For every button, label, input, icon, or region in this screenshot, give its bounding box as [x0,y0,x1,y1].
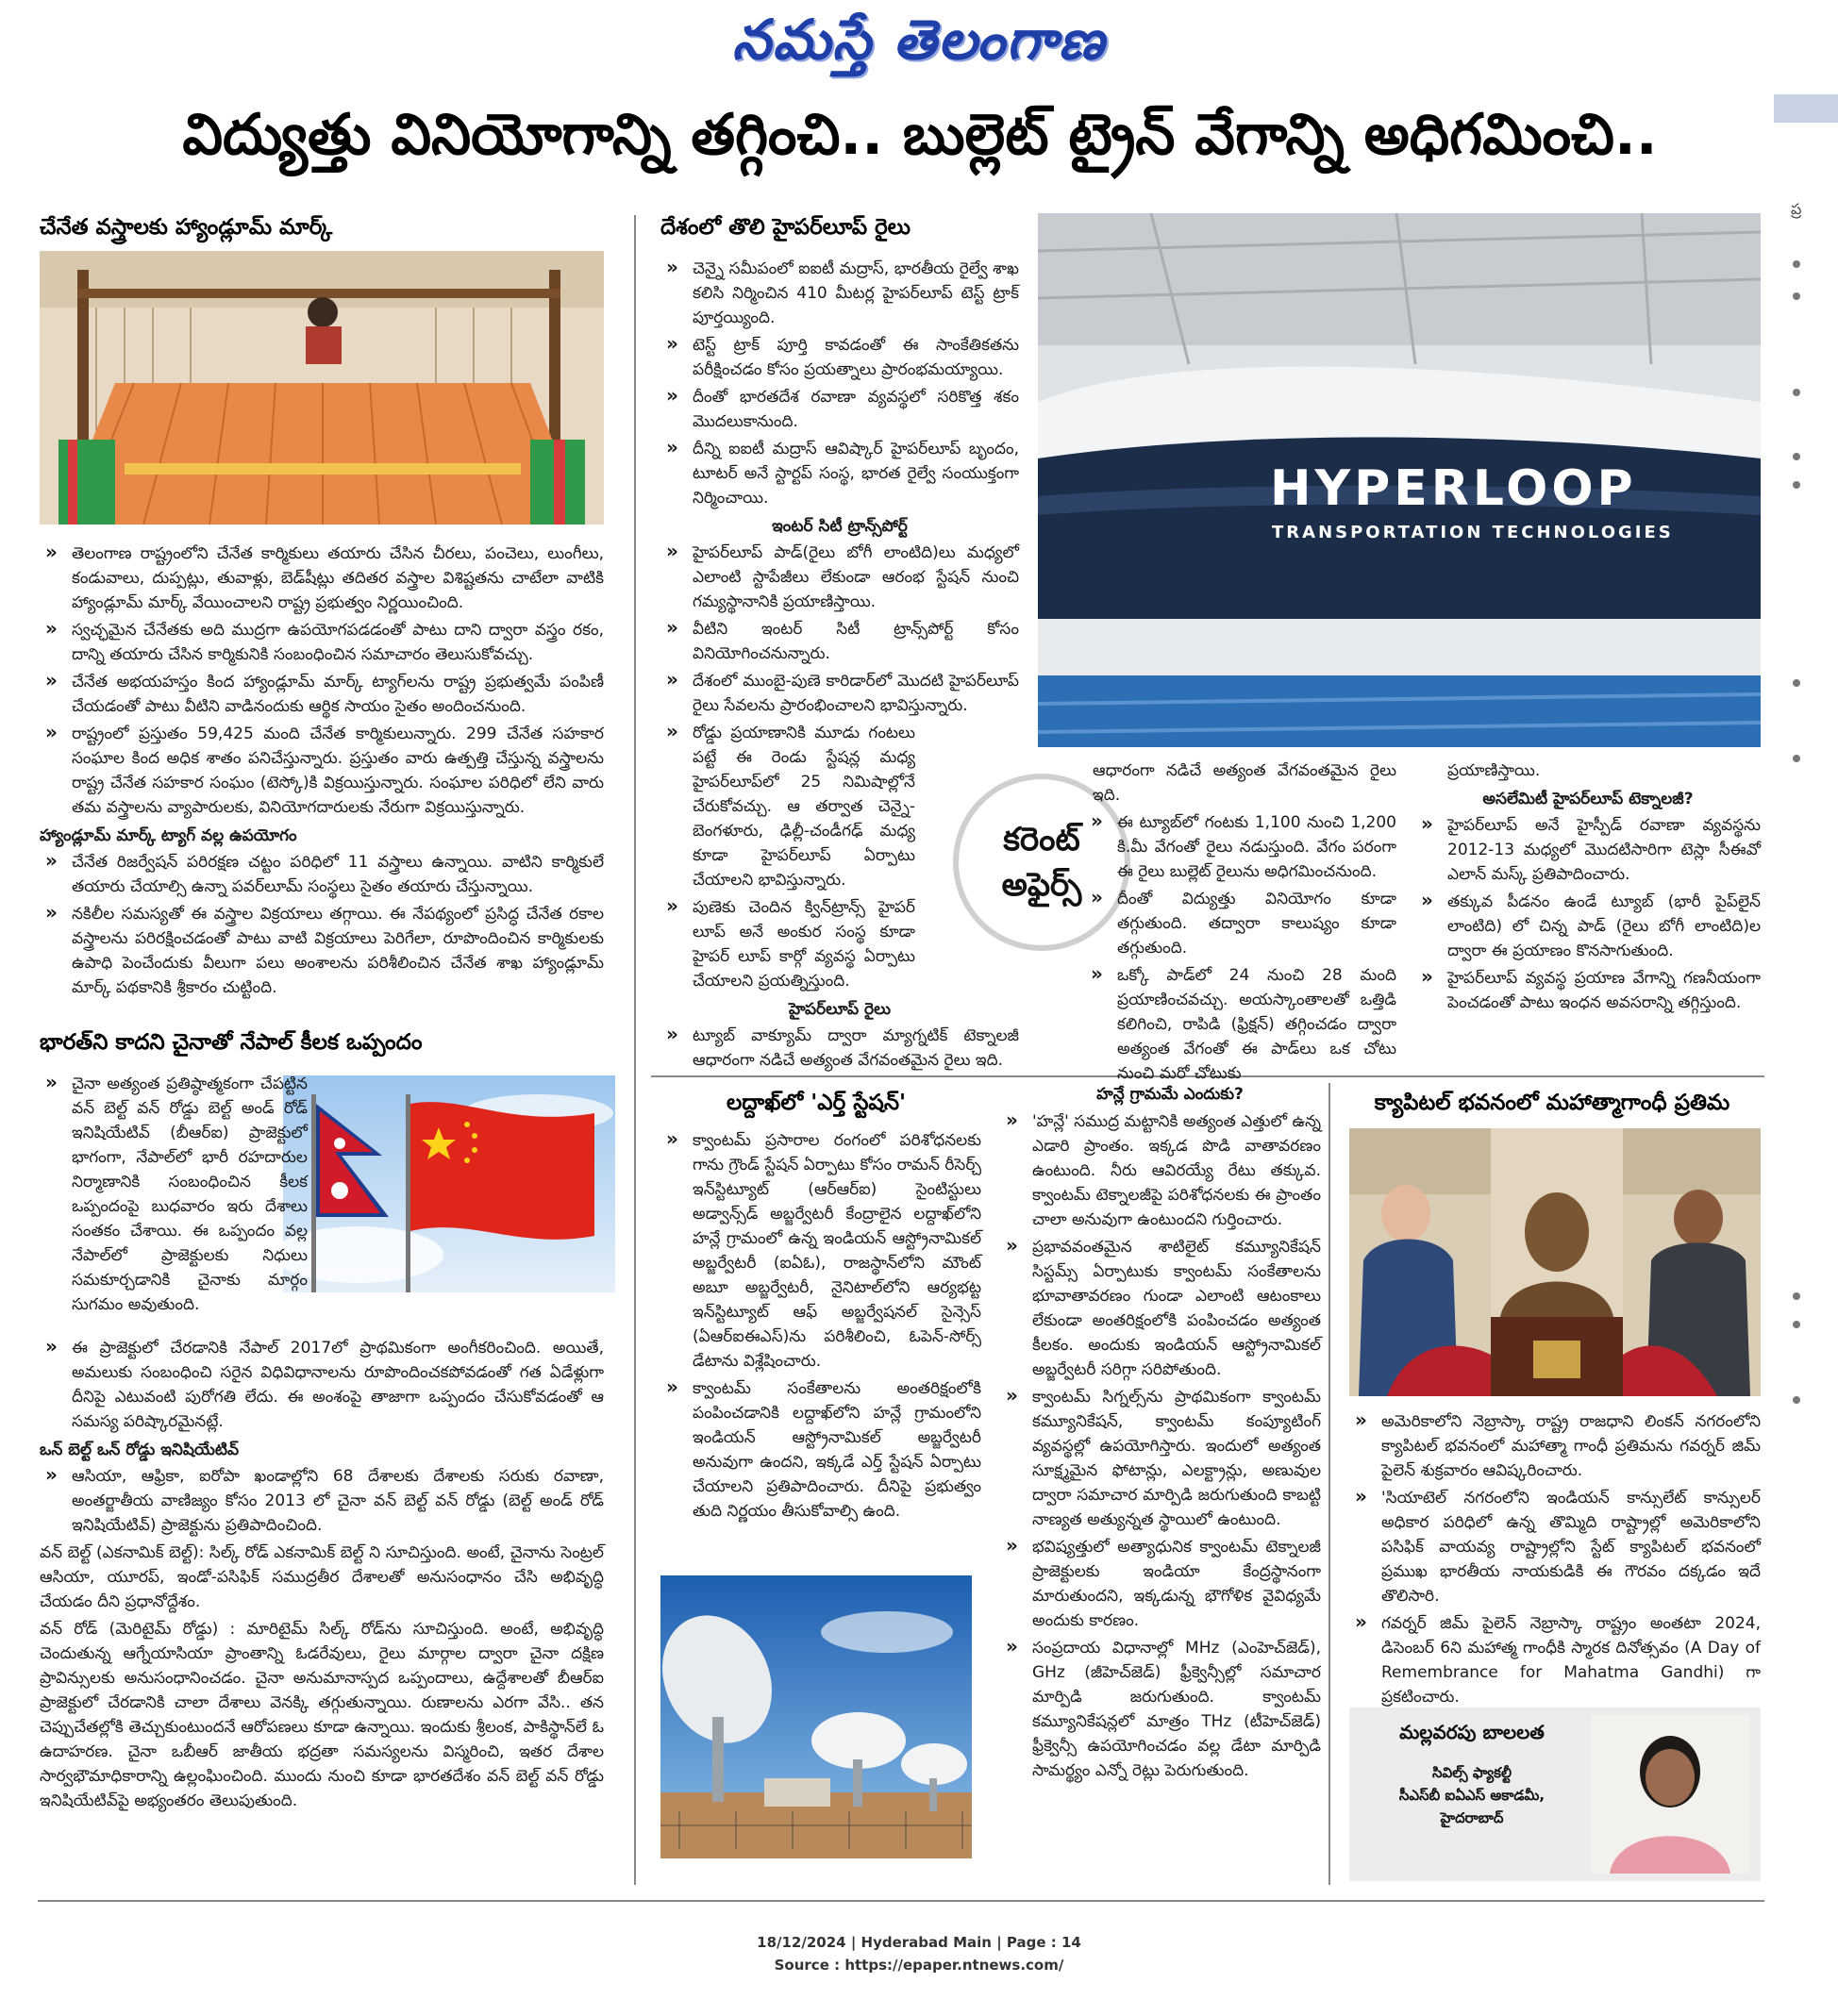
nepal-body-lead [40,1072,308,1320]
list-item: » దేశంలో ముంబై-పుణె కారిడార్‌లో మొదటి హైపర్‌లూప్ రైలు సేవలను ప్రారంభించాలని భావిస్తున్నారు. [660,669,1019,718]
ladakh-body [660,1128,981,1526]
list-item: » సంప్రదాయ విధానాల్లో MHz (ఎంహెచ్‌జెడ్), GHz (జీహెచ్‌జెడ్) ఫ్రీక్వెన్సీల్లో సమాచార మార్పిడి జరుగుతుంది. క్వాంటమ్ కమ్యూనికేషన్లలో మాత్రం THz (టీహెచ్‌జెడ్) ఫ్రీక్వెన్సీ ఉపయోగించడం వల్ల డేటా మార్పిడి సామర్థ్యం ఎన్నో రెట్లు పెరుగుతుంది. [1000,1636,1321,1783]
list-item: » భవిష్యత్తులో అత్యాధునిక క్వాంటమ్ టెక్నాలజీ ప్రాజెక్టులకు ఇండియా కేంద్రస్థానంగా మారుతుందని, ఇక్కడున్న భౌగోళిక వైవిధ్యమే అందుకు కారణం. [1000,1535,1321,1633]
list-item: » రోడ్డు ప్రయాణానికి మూడు గంటలు పట్టే ఈ రెండు స్టేషన్ల మధ్య హైపర్‌లూప్‌లో 25 నిమిషాల్లోనే చేరుకోవచ్చు. ఆ తర్వాత చెన్నై-బెంగళూరు, ఢిల్లీ-చండీగఢ్ మధ్య కూడా హైపర్‌లూప్ ఏర్పాటు చేయాలని భావిస్తున్నారు. [660,721,1019,892]
hyperloop-title: దేశంలో తొలి హైపర్‌లూప్ రైలు [660,215,911,240]
handloom-body [40,541,604,1003]
list-item: » క్వాంటమ్ ప్రసారాల రంగంలో పరిశోధనలకు గాను గ్రౌండ్ స్టేషన్ ఏర్పాటు కోసం రామన్ రీసెర్చ్ ఇన్‌స్టిట్యూట్ (ఆర్ఆర్ఐ) సైంటిస్టులు అడ్వాన్స్‌డ్ అబ్జర్వేటరీ కేంద్రాలైన లద్దాఖ్‌లోని హన్లే గ్రామంలో ఉన్న ఇండియన్ ఆస్ట్రోనామికల్ అబ్జర్వేటరీ (ఐఏఓ), రాజస్థాన్‌లోని మౌంట్ అబూ అబ్జర్వేటరీ, నైనిటాల్‌లోని ఆర్యభట్ట ఇన్‌స్టిట్యూట్ ఆఫ్ అబ్జర్వేషనల్ సైన్సెస్ (ఏఆర్ఐఈఎస్)ను పరిశీలించి, ఓపెన్-సోర్స్ డేటాను విశ్లేషించారు. [660,1128,981,1374]
edge-dot [1793,1321,1800,1328]
list-item: » క్వాంటమ్ సంకేతాలను అంతరిక్షంలోకి పంపించడానికి లద్దాఖ్‌లోని హన్లే గ్రామంలోని ఇండియన్ ఆస్ట్రోనామికల్ అబ్జర్వేటరీ అనువుగా ఉందని, ఇక్కడే ఎర్త్ స్టేషన్ ఏర్పాటు చేయాలని ప్రతిపాదించారు. దీనిపై ప్రభుత్వం తుది నిర్ణయం తీసుకోవాల్సి ఉంది. [660,1376,981,1524]
hyperloop-photo [1038,213,1761,747]
list-item: » పుణెకు చెందిన క్విన్‌ట్రాన్స్ హైపర్ లూప్ అనే అంకుర సంస్థ కూడా హైపర్ లూప్ కార్గో వ్యవస్థ ఏర్పాటు చేయాలని ప్రయత్నిస్తుంది. [660,895,1019,993]
nepal-body [40,1336,604,1816]
list-item: » హైపర్‌లూప్ వ్యవస్థ ప్రయాణ వేగాన్ని గణనీయంగా పెంచడంతో పాటు ఇంధన అవసరాన్ని తగ్గిస్తుంది. [1415,966,1761,1015]
column-rule [1328,1083,1330,1885]
hyperloop-right-text: ప్రయాణిస్తాయి. [1447,761,1541,780]
footer-source: Source : https://epaper.ntnews.com/ [774,1957,1064,1974]
list-item: » చేనేత రిజర్వేషన్ పరిరక్షణ చట్టం పరిధిలో 11 వస్త్రాలు ఉన్నాయి. వాటిని కార్మికులే తయారు చేయాల్సి ఉన్నా పవర్‌లూమ్ సంస్థలు సైతం తయారు చేస్తున్నాయి. [40,850,604,899]
hyperloop-mid-text: ఆధారంగా నడిచే అత్యంత వేగవంతమైన రైలు ఇది. [1093,761,1396,805]
list-item: » తక్కువ పీడనం ఉండే ట్యూబ్ (భారీ పైప్‌లైన్ లాంటిది) లో చిన్న పాడ్ (రైలు బోగీ లాంటిది)ల ద్వారా ఈ ప్రయాణం కొనసాగుతుంది. [1415,890,1761,963]
edge-dot [1793,1292,1800,1300]
edge-dot [1793,679,1800,687]
page-headline: విద్యుత్తు వినియోగాన్ని తగ్గించి.. బుల్లెట్ ట్రైన్ వేగాన్ని అధిగమించి.. [182,102,1658,168]
list-item: » దీంతో విద్యుత్తు వినియోగం కూడా తగ్గుతుంది. తద్వారా కాలుష్యం కూడా తగ్గుతుంది. [1085,887,1396,960]
edge-dot [1793,755,1800,762]
list-item: » ఈ ప్రాజెక్టులో చేరడానికి నేపాల్ 2017లో ప్రాథమికంగా అంగీకరించింది. అయితే, అమలుకు సంబంధించి సరైన విధివిధానాలను రూపొందించకపోవడంతో గత ఏడేళ్లుగా దీనిపై ఎటువంటి పురోగతి లేదు. ఈ అంశంపై తాజాగా ఒప్పందం చేసుకోవడంతో ఆ సమస్య పరిష్కారమైనట్లే. [40,1336,604,1434]
right-edge-char: ప్ర [1791,200,1802,218]
capitol-title: క్యాపిటల్ భవనంలో మహాత్మాగాంధీ ప్రతిమ [1374,1091,1730,1115]
list-item: » నకిలీల సమస్యతో ఈ వస్త్రాల విక్రయాలు తగ్గాయి. ఈ నేపథ్యంలో ప్రసిద్ధ చేనేత రకాల వస్త్రాలను పరిరక్షించడంతో పాటు వాటి విక్రయాలు పెరిగేలా, రూపొందించిన కార్మికులకు ఉపాధి పెంచేందుకు వీలుగా పలు అంశాలను పరిశీలించిన చేనేత శాఖ హ్యాండ్లూమ్ మార్క్ పథకానికి శ్రీకారం చుట్టింది. [40,902,604,1000]
edge-dot [1793,389,1800,396]
list-item: » ఆసియా, ఆఫ్రికా, ఐరోపా ఖండాల్లోని 68 దేశాలకు దేశాలకు సరుకు రవాణా, అంతర్జాతీయ వాణిజ్యం కోసం 2013 లో చైనా వన్ బెల్ట్ వన్ రోడ్డు (బెల్ట్ అండ్ రోడ్ ఇనిషియేటివ్) ప్రాజెక్టును ప్రతిపాదించింది. [40,1464,604,1538]
column-rule [634,215,636,1885]
hyperloop-logo-text: HYPERLOOP [1270,460,1637,517]
list-item: » హైపర్‌లూప్ అనే హైస్పీడ్ రవాణా వ్యవస్థను 2012-13 మధ్యలో మొదటిసారిగా టెస్లా సీఈవో ఎలాన్ మస్క్ ప్రతిపాదించారు. [1415,813,1761,887]
list-item: » దీంతో భారతదేశ రవాణా వ్యవస్థలో సరికొత్త శకం మొదలుకానుంది. [660,385,1019,434]
list-item: » వీటిని ఇంటర్ సిటీ ట్రాన్స్‌పోర్ట్ కోసం వినియోగించనున్నారు. [660,617,1019,666]
footer-date-page: 18/12/2024 | Hyderabad Main | Page : 14 [757,1934,1081,1951]
list-item: » అమెరికాలోని నెబ్రాస్కా రాష్ట్ర రాజధాని లింకన్ నగరంలోని క్యాపిటల్ భవనంలో మహాత్మా గాంధీ ప్రతిమను గవర్నర్ జిమ్ పైలెన్ శుక్రవారం ఆవిష్కరించారు. [1349,1409,1761,1483]
nepal-china-flags-photo [283,1075,615,1292]
list-item: » చేనేత అభయహస్తం కింద హ్యాండ్లూమ్ మార్క్ ట్యాగ్‌లను రాష్ట్ర ప్రభుత్వమే పంపిణీ చేయడంతో పాటు వీటిని వాడినందుకు ఆర్థిక సాయం సైతం అందించనుంది. [40,670,604,719]
author-institute: సీఎస్‌బీ ఐఏఎస్ అకాడమీ, [1398,1787,1546,1804]
capitol-body [1349,1409,1761,1712]
list-item: » దీన్ని ఐఐటీ మద్రాస్ ఆవిష్కార్ హైపర్‌లూప్ బృందం, టూటర్ అనే స్టార్టప్ సంస్థ, భారత రైల్వే సంయుక్తంగా నిర్మించాయి. [660,437,1019,510]
handloom-photo [40,251,604,525]
list-item: » ప్రభావవంతమైన శాటిలైట్ కమ్యూనికేషన్ సిస్టమ్స్ ఏర్పాటుకు క్వాంటమ్ సంకేతాలను భూవాతావరణం గుండా ఎలాంటి ఆటంకాలు లేకుండా అంతరిక్షంలోకి పంపించడం అత్యంత కీలకం. అందుకు ఇండియన్ ఆస్ట్రోనామికల్ అబ్జర్వేటరీ సరిగ్గా సరిపోతుంది. [1000,1235,1321,1382]
list-item: » స్వచ్ఛమైన చేనేతకు అది ముద్రగా ఉపయోగపడడంతో పాటు దాని ద్వారా వస్త్రం రకం, దాన్ని తయారు చేసిన కార్మికునికి సంబంధించిన సమాచారం తెలుసుకోవచ్చు. [40,618,604,667]
current-affairs-word: కరెంట్ [1003,821,1080,858]
edge-dot [1793,453,1800,460]
nepal-para-one-belt: వన్ బెల్ట్ (ఎకనామిక్ బెల్ట్): సిల్క్ రోడ్ ఎకనామిక్ బెల్ట్ ని సూచిస్తుంది. అంటే, చైనాను సెంట్రల్ ఆసియా, యూరప్, ఇండో-పసిఫిక్ సముద్రతీర దేశాలతో అనుసంధానం చేసి అభివృద్ధి చేయడం దీని ప్రధానోద్దేశం. [40,1543,604,1611]
list-item: » గవర్నర్ జిమ్ పైలెన్ నెబ్రాస్కా రాష్ట్రం అంతటా 2024, డిసెంబర్ 6ని మహాత్మ గాంధీకి స్మారక దినోత్సవం (A Day of Remembrance for Mahatma Gandhi) గా ప్రకటించారు. [1349,1611,1761,1709]
earth-station-photo [660,1575,972,1858]
hyperloop-mid-body [1085,758,1396,1089]
edge-dot [1793,1396,1800,1404]
author-city: హైదరాబాద్ [1440,1809,1504,1826]
edge-dot [1793,481,1800,489]
nepal-subheading: ఒన్ బెల్ట్ ఒన్ రోడ్డు ఇనిషియేటివ్ [40,1441,240,1459]
hyperloop-logo-subtext: TRANSPORTATION TECHNOLOGIES [1272,523,1674,542]
author-title: సివిల్స్ ఫ్యాకల్టీ [1431,1764,1512,1781]
nepal-title: భారత్‌ని కాదని చైనాతో నేపాల్ కీలక ఒప్పందం [40,1030,423,1055]
list-item: » క్వాంటమ్ సిగ్నల్స్‌ను ప్రాథమికంగా క్వాంటమ్ కమ్యూనికేషన్, క్వాంటమ్ కంప్యూటింగ్ వ్యవస్థల్లో ఉపయోగిస్తారు. ఇందులో అత్యంత సూక్ష్మమైన ఫోటాన్లు, ఎలక్ట్రాన్లు, అణువుల ద్వారా సమాచార మార్పిడి జరుగుతుంది కాబట్టి నాణ్యత అత్యున్నత స్థాయిలో ఉంటుంది. [1000,1385,1321,1532]
right-edge-strip [1774,94,1838,123]
nepal-para-one-road: వన్ రోడ్ (మెరిటైమ్ రోడ్డు) : మారిటైమ్ సిల్క్ రోడ్‌ను సూచిస్తుంది. అంటే, అభివృద్ధి చెందుతున్న ఆగ్నేయాసియా ప్రాంతాన్ని ఓడరేవులు, రైలు మార్గాల ద్వారా చైనా దక్షిణ ప్రావిన్సులకు అనుసంధానించడం. చైనా అనుమానాస్పద ఒప్పందాలు, ఉద్దేశాలతో బీఆర్ఐ ప్రాజెక్టులో చేరడానికి చాలా దేశాలు వెనక్కి తగ్గుతున్నాయి. రుణాలను ఎరగా వేసి.. తన చెప్పుచేతల్లోకి తెచ్చుకుంటుందనే ఆరోపణలు కూడా ఉన్నాయి. ఇందుకు శ్రీలంక, పాకిస్థాన్‌లే ఓ ఉదాహరణ. చైనా ఒబీఆర్ జాతీయ భద్రతా సమస్యలను విస్మరించి, ఇతర దేశాల సార్వభౌమాధికారాన్ని ఉల్లంఘించింది. ముందు నుంచి కూడా భారతదేశం వన్ బెల్ట్ వన్ రోడ్డు ఇనిషియేటివ్‌పై అభ్యంతరం తెలుపుతుంది. [40,1620,605,1810]
list-item: » ట్యూబ్ వాక్యూమ్ ద్వారా మ్యాగ్నటిక్ టెక్నాలజీ ఆధారంగా నడిచే అత్యంత వేగవంతమైన రైలు ఇది. [660,1024,1019,1073]
hyperloop-right-body [1415,758,1761,1018]
list-item: » చైనా అత్యంత ప్రతిష్ఠాత్మకంగా చేపట్టిన వన్ బెల్ట్ వన్ రోడ్డు బెల్ట్ అండ్ రోడ్ ఇనిషియేటివ్ (బీఆర్ఐ) ప్రాజెక్టులో భాగంగా, నేపాల్‌లో భారీ రహదారుల నిర్మాణానికి సంబంధించిన కీలక ఒప్పందంపై బుధవారం ఇరు దేశాలు సంతకం చేశాయి. ఈ ఒప్పందం వల్ల నేపాల్‌లో ప్రాజెక్టులకు నిధులు సమకూర్చడానికి చైనాకు మార్గం సుగమం అవుతుంది. [40,1072,308,1317]
list-item: » తెలంగాణ రాష్ట్రంలోని చేనేత కార్మికులు తయారు చేసిన చీరలు, పంచెలు, లుంగీలు, కండువాలు, దుప్పట్లు, తువాళ్లు, బెడ్‌షీట్లు తదితర వస్త్రాల విశిష్టతను చాటేలా వాటికి హ్యాండ్లూమ్ మార్క్ వేయించాలని రాష్ట్ర ప్రభుత్వం నిర్ణయించింది. [40,541,604,615]
list-item: » ఒక్కో పాడ్‌లో 24 నుంచి 28 మంది ప్రయాణించవచ్చు. అయస్కాంతాలతో ఒత్తిడి కలిగించి, రాపిడి (ఫ్రిక్షన్) తగ్గించడం ద్వారా అత్యంత వేగంతో ఈ పాడ్‌లు ఒక చోటు నుంచి మరో చోటుకు [1085,963,1396,1086]
edge-dot [1793,292,1800,300]
ladakh-subheading: హన్లే గ్రామమే ఎందుకు? [1096,1085,1244,1104]
author-avatar [1591,1715,1749,1874]
list-item: » హైపర్‌లూప్ పాడ్(రైలు బోగీ లాంటిది)లు మధ్యలో ఎలాంటి స్టాపేజీలు లేకుండా ఆరంభ స్టేషన్ నుంచి గమ్యస్థానానికి ప్రయాణిస్తాయి. [660,541,1019,614]
handloom-subheading: హ్యాండ్లూమ్ మార్క్ ట్యాగ్ వల్ల ఉపయోగం [40,826,297,845]
masthead: నమస్తే తెలంగాణ [732,8,1106,72]
list-item: » చెన్నై సమీపంలో ఐఐటీ మద్రాస్, భారతీయ రైల్వే శాఖ కలిసి నిర్మించిన 410 మీటర్ల హైపర్‌లూప్ టెస్ట్ ట్రాక్ పూర్తయ్యింది. [660,257,1019,330]
list-item: » ఈ ట్యూబ్‌లో గంటకు 1,100 నుంచి 1,200 కి.మీ వేగంతో రైలు నడుస్తుంది. వేగం పరంగా ఈ రైలు బుల్లెట్ రైలును అధిగమించనుంది. [1085,810,1396,884]
hyperloop-subheading: ఇంటర్ సిటీ ట్రాన్స్‌పోర్ట్ [772,517,908,536]
list-item: » 'హన్లే' సముద్ర మట్టానికి అత్యంత ఎత్తులో ఉన్న ఎడారి ప్రాంతం. ఇక్కడ పొడి వాతావరణం ఉంటుంది. నీరు ఆవిరయ్యే రేటు తక్కువ. క్వాంటమ్ టెక్నాలజీపై పరిశోధనలకు ఈ ప్రాంతం చాలా అనువుగా ఉంటుందని గుర్తించారు. [1000,1109,1321,1232]
edge-dot [1793,260,1800,268]
list-item: » 'సియాటెల్ నగరంలోని ఇండియన్ కాన్సులేట్ కాన్సులర్ అధికార పరిధిలో ఉన్న తొమ్మిది రాష్ట్రాల్లో అమెరికాలోని పసిఫిక్ వాయవ్య రాష్ట్రాల్లోని స్టేట్ క్యాపిటల్ భవనంలో ప్రముఖ భారతీయ నాయకుడికి ఈ గౌరవం దక్కడం ఇదే తొలిసారి. [1349,1486,1761,1608]
current-affairs-word: అఫైర్స్ [1001,866,1082,904]
hyperloop-body [660,257,1019,1075]
ladakh-body-right [1000,1109,1321,1786]
gandhi-statue-photo [1349,1128,1761,1396]
hyperloop-right-subheading: అసలేమిటీ హైపర్‌లూప్ టెక్నాలజీ? [1482,790,1694,808]
hyperloop-subheading: హైపర్‌లూప్ రైలు [788,1000,892,1019]
author-box [1349,1708,1761,1881]
ladakh-title: లద్దాఖ్‌లో 'ఎర్త్ స్టేషన్' [726,1091,907,1115]
author-name: మల్లవరపు బాలలత [1399,1721,1545,1743]
list-item: » టెస్ట్ ట్రాక్ పూర్తి కావడంతో ఈ సాంకేతికతను పరీక్షించడం కోసం ప్రయత్నాలు ప్రారంభమయ్యాయి. [660,333,1019,382]
bottom-rule [38,1900,1764,1902]
handloom-title: చేనేత వస్త్రాలకు హ్యాండ్లూమ్ మార్క్ [40,215,333,240]
list-item: » రాష్ట్రంలో ప్రస్తుతం 59,425 మంది చేనేత కార్మికులున్నారు. 299 చేనేత సహకార సంఘాల కింద అధిక శాతం పనిచేస్తున్నారు. ప్రస్తుతం వారు ఉత్పత్తి చేస్తున్న వస్త్రాలను రాష్ట్ర చేనేత సహకార సంఘం (టెస్కో)కి విక్రయిస్తున్నారు. సంఘాల పరిధిలో లేని వారు తమ వస్త్రాలను వ్యాపారులకు, వినియోగదారులకు నేరుగా విక్రయిస్తున్నారు. [40,722,604,820]
